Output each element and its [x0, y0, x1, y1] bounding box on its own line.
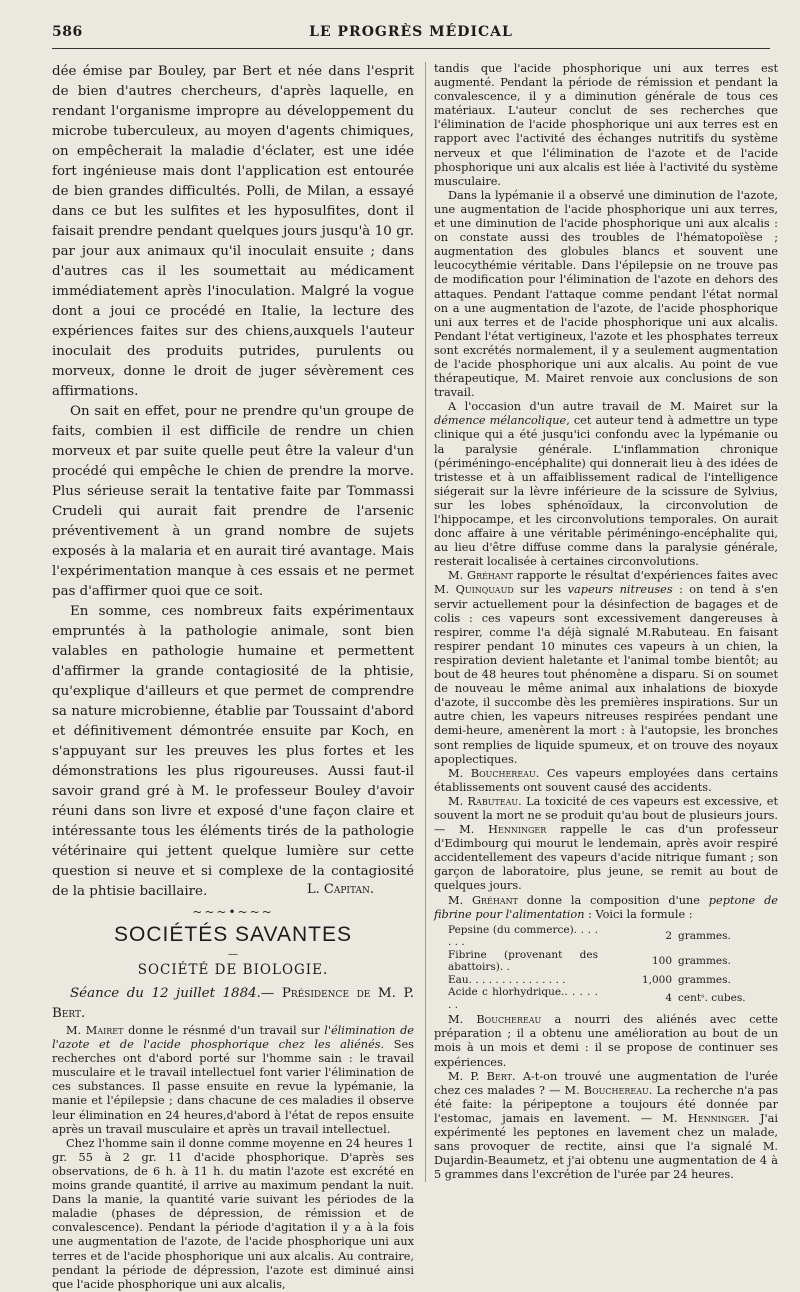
society-title: SOCIÉTÉ DE BIOLOGIE. [137, 962, 329, 978]
paragraph: M. Gréhant rapporte le résultat d'expériences faites avec M. Quinquaud sur les vapeurs nitreuses : on tend à s'en servir actuellement pour la désinfection de bagages et de colis : ces vapeurs sont excessivement dangereuses à respirer, comme l'a déjà signalé M.Rabuteau. En faisant respirer pendant 10 minutes ces vapeurs à un chien, la respiration devient haletante et l'animal tombe bientôt; au bout de 48 heures tout phénomène a disparu. Si on soumet de nouveau le même animal aux inhalations de bioxyde d'azote, il succombe dès les premières inspirations. Sur un autre chien, les vapeurs nitreuses respirées pendant une demi-heure, amenèrent la mort : à l'autopsie, les bronches sont remplies de liquide spumeux, et on trouve des noyaux apoplectiques. [434, 569, 778, 766]
ornament-divider: ~~~•~~~ [192, 905, 274, 919]
paragraph: dée émise par Bouley, par Bert et née dans l'esprit de bien d'autres chercheurs, d'après laquelle, en rendant l'organisme impropre au développement du microbe tuberculeux, au moyen d'agents chimiques, on empêcherait la maladie d'éclater, est une idée fort ingénieuse mais dont l'application est entourée de bien grandes difficultés. Polli, de Milan, a essayé dans ce but les sulfites et les hyposulfites, dont il faisait prendre pendant quelques jours jusqu'à 10 gr. par jour aux animaux qu'il inoculait ensuite ; dans d'autres cas il les soumettait au médicament immédiatement après l'inoculation. Malgré la vogue dont a joui ce procédé en Italie, la lecture des expériences faites sur des chiens,auxquels l'auteur inoculait des produits putrides, purulents ou morveux, donne le droit de juger sévèrement ces affirmations. [52, 64, 414, 399]
page-number: 586 [52, 24, 83, 40]
table-row: Acide c hlorhydrique.. . . . . . . 4 centˢ. cubes. [448, 986, 746, 1011]
peptone-formula-table [446, 924, 778, 1012]
paragraph: M. Gréhant donne la composition d'une peptone de fibrine pour l'alimentation : Voici la formule : [434, 893, 778, 921]
paragraph: En somme, ces nombreux faits expérimentaux empruntés à la pathologie animale, sont bien valables en pathologie humaine et permettent d'affirmer la grande contagiosité de la phtisie, qu'explique d'ailleurs et que permet de comprendre sa nature microbienne, établie par Toussaint d'abord et définitivement démontrée ensuite par Koch, en s'appuyant sur les preuves les plus fortes et les démonstrations les plus rigoureuses. Aussi faut-il savoir grand gré à M. le professeur Bouley d'avoir réuni dans son livre et exposé d'une façon claire et intéressante tous les éléments tirés de la pathologie vétérinaire qui jettent quelque lumière sur cette question si neuve et si complexe de la contagiosité de la phtisie bacillaire. [52, 604, 414, 899]
paragraph: M. Bouchereau a nourri des aliénés avec cette préparation ; il a obtenu une amélioration au bout de un mois à un mois et demi : il se propose de continuer ses expériences. [434, 1013, 778, 1069]
paragraph: tandis que l'acide phosphorique uni aux terres est augmenté. Pendant la période de rémission et pendant la convalescence, il y a diminution générale de tous ces matériaux. L'auteur conclut de ses recherches que l'élimination de l'acide phosphorique uni aux terres est en rapport avec l'activité des échanges nutritifs du système nerveux et que l'élimination de l'azote et de l'acide phosphorique uni aux alcalis est liée à l'activité du système musculaire. [434, 62, 778, 188]
seance-line: Séance du 12 juillet 1884.— Présidence de M. P. Bert. [52, 986, 414, 1021]
paragraph: Dans la lypémanie il a observé une diminution de l'azote, une augmentation de l'acide phosphorique uni aux terres, et une diminution de l'acide phosphorique uni aux alcalis : on constate aussi des troubles de l'hématopoïèse ; augmentation des globules blancs et souvent une leucocythémie véritable. Dans l'épilepsie on ne trouve pas de modification pour l'élimination de l'azote en dehors des attaques. Pendant l'attaque comme pendant l'état normal on a une augmentation de l'azote, de l'acide phosphorique uni aux terres et de l'acide phosphorique uni aux alcalis. Pendant l'état vertigineux, l'azote et les phosphates terreux sont excrétés normalement, il y a seulement augmentation de l'acide phosphorique uni aux alcalis. Au point de vue thérapeutique, M. Mairet renvoie aux conclusions de son travail. [434, 188, 778, 400]
table-row: Pepsine (du commerce). . . . . . . 2 grammes. [448, 923, 731, 949]
table-row: Eau. . . . . . . . . . . . . . . 1,000 grammes. [448, 973, 731, 986]
paragraph: M. Bouchereau. Ces vapeurs employées dans certains établissements ont souvent causé des accidents. [434, 766, 778, 794]
table-row: Fibrine (provenant des abattoirs). . 100 grammes. [448, 948, 731, 974]
section-title: SOCIÉTÉS SAVANTES [114, 923, 352, 946]
left-column [52, 62, 414, 1292]
paragraph: Chez l'homme sain il donne comme moyenne en 24 heures 1 gr. 55 à 2 gr. 11 d'acide phosphorique. D'après ses observations, de 6 h. à 11 h. du matin l'azote est excrété en moins grande quantité, il arrive au maximum pendant la nuit. Dans la manie, la quantité varie suivant les périodes de la maladie (phases de dépression, de rémission et de convalescence). Pendant la période d'agitation il y a à la fois une augmentation de l'azote, de l'acide phosphorique uni aux terres et de l'acide phosphorique uni aux alcalis. Au contraire, pendant la période de dépression, l'azote est diminué ainsi que l'acide phosphorique uni aux alcalis, [52, 1136, 414, 1291]
author-signature: L. Capitan. [307, 882, 374, 897]
running-header [52, 22, 770, 49]
paragraph: M. Mairet donne le résnmé d'un travail sur l'élimination de l'azote et de l'acide phosphorique chez les aliénés. Ses recherches ont d'abord porté sur l'homme sain : le travail musculaire et le travail intellectuel font varier l'élimination de ces substances. Il passe ensuite en revue la lypémanie, la manie et l'épilepsie ; dans chacune de ces maladies il observe leur élimination en 24 heures,d'abord à l'état de repos ensuite après un travail musculaire et après un travail intellectuel. [52, 1024, 414, 1136]
right-column [425, 62, 778, 1182]
paragraph: On sait en effet, pour ne prendre qu'un groupe de faits, combien il est difficile de rendre un chien morveux et par suite quelle peut être la valeur d'un procédé qui empêche le chien de prendre la morve. Plus sérieuse serait la tentative faite par Tommassi Crudeli qui aurait fait prendre de l'arsenic préventivement à un grand nombre de sujets exposés à la malaria et en aurait tiré avantage. Mais l'expérimentation manque à ces essais et ne permet pas d'affirmer quoi que ce soit. [52, 404, 414, 599]
paragraph: M. P. Bert. A-t-on trouvé une augmentation de l'urée chez ces malades ? — M. Bouchereau. La recherche n'a pas été faite: la péripeptone a toujours été donnée par l'estomac, jamais en lavement. — M. Henninger. J'ai expérimenté les peptones en lavement chez un malade, sans provoquer de rectite, ainsi que l'a signalé M. Dujardin-Beaumetz, et j'ai obtenu une augmentation de 4 à 5 grammes dans l'excrétion de l'urée par 24 heures. [434, 1069, 778, 1182]
journal-title: LE PROGRÈS MÉDICAL [309, 24, 513, 40]
section-rule: — [228, 949, 238, 960]
paragraph: A l'occasion d'un autre travail de M. Mairet sur la démence mélancolique, cet auteur tend à admettre un type clinique qui a été jusqu'ici confondu avec la lypémanie ou la paralysie générale. L'inflammation chronique (périméningo-encéphalite) qui donnerait lieu à des idées de tristesse et à un affaiblissement radical de l'intelligence siégerait sur la lèvre inférieure de la scissure de Sylvius, sur les lobes sphénoïdaux, la circonvolution de l'hippocampe, et les circonvolutions temporales. On aurait donc affaire à une véritable périméningo-encéphalite qui, au lieu d'être diffuse comme dans la paralysie générale, resterait localisée à certaines circonvolutions. [434, 400, 778, 569]
paragraph: M. Rabuteau. La toxicité de ces vapeurs est excessive, et souvent la mort ne se produit qu'au bout de plusieurs jours.— M. Henninger rappelle le cas d'un professeur d'Edimbourg qui mourut le lendemain, après avoir respiré accidentellement des vapeurs d'acide nitrique fumant ; son garçon de laboratoire, plus jeune, se remit au bout de quelques jours. [434, 794, 778, 893]
